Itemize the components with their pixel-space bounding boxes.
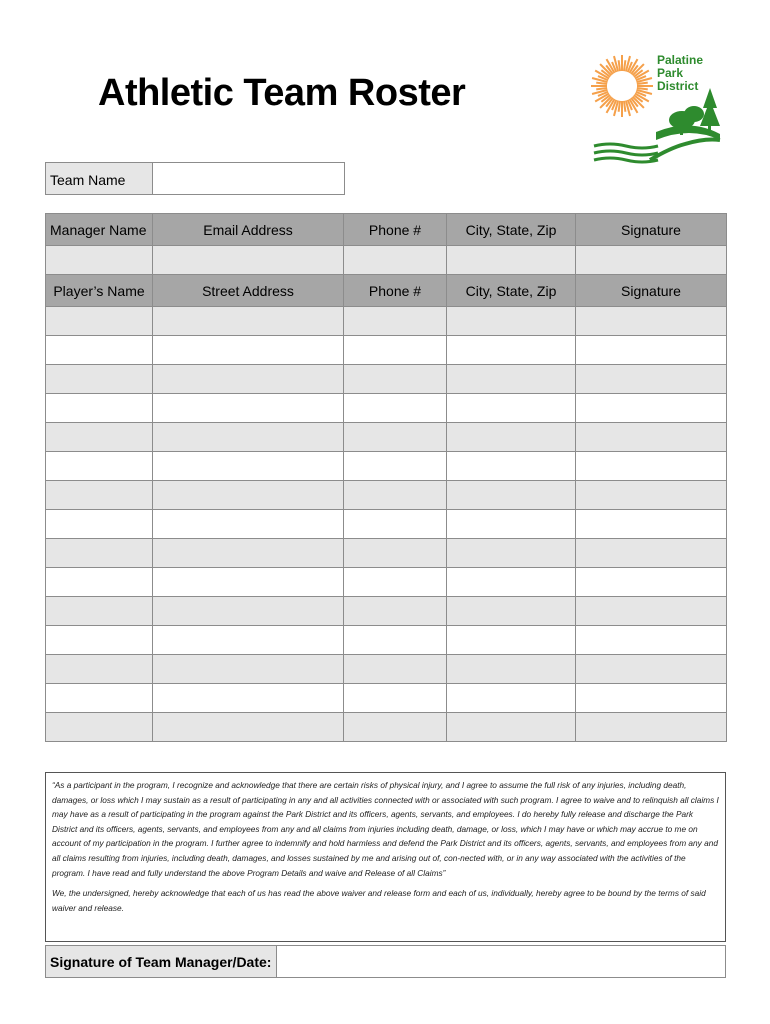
- player-city-cell[interactable]: [447, 510, 576, 539]
- player-phone-cell[interactable]: [344, 510, 447, 539]
- team-name-field: [45, 162, 345, 195]
- header-player-city: City, State, Zip: [447, 275, 576, 307]
- header-manager-name: Manager Name: [46, 214, 153, 246]
- manager-signature-label: Signature of Team Manager/Date:: [46, 946, 277, 977]
- player-signature-cell[interactable]: [576, 452, 727, 481]
- player-row: [46, 365, 727, 394]
- street-address-cell[interactable]: [153, 481, 344, 510]
- sun-ray: [596, 83, 607, 84]
- player-signature-cell[interactable]: [576, 568, 727, 597]
- street-address-cell[interactable]: [153, 452, 344, 481]
- player-city-cell[interactable]: [447, 481, 576, 510]
- waiver-text-box: [45, 772, 726, 942]
- player-phone-cell[interactable]: [344, 713, 447, 742]
- player-signature-cell[interactable]: [576, 684, 727, 713]
- street-address-cell[interactable]: [153, 626, 344, 655]
- manager-phone-cell[interactable]: [344, 246, 447, 275]
- player-row: [46, 568, 727, 597]
- header-email-address: Email Address: [153, 214, 344, 246]
- player-row: [46, 336, 727, 365]
- player-signature-cell[interactable]: [576, 539, 727, 568]
- header-player-signature: Signature: [576, 275, 727, 307]
- player-row: [46, 510, 727, 539]
- sun-ray: [624, 60, 625, 71]
- player-signature-cell[interactable]: [576, 597, 727, 626]
- player-city-cell[interactable]: [447, 452, 576, 481]
- team-name-label: Team Name: [46, 163, 153, 194]
- player-row: [46, 626, 727, 655]
- player-city-cell[interactable]: [447, 307, 576, 336]
- sun-ray: [637, 83, 648, 84]
- street-address-cell[interactable]: [153, 713, 344, 742]
- player-row: [46, 423, 727, 452]
- sun-ray: [637, 88, 648, 89]
- player-row: [46, 539, 727, 568]
- page-title: Athletic Team Roster: [98, 72, 466, 114]
- player-phone-cell[interactable]: [344, 394, 447, 423]
- player-phone-cell[interactable]: [344, 597, 447, 626]
- player-name-cell[interactable]: [46, 684, 153, 713]
- player-city-cell[interactable]: [447, 626, 576, 655]
- roster-table: [45, 213, 727, 742]
- header-street-address: Street Address: [153, 275, 344, 307]
- player-city-cell[interactable]: [447, 423, 576, 452]
- team-name-input[interactable]: [153, 163, 344, 194]
- street-address-cell[interactable]: [153, 597, 344, 626]
- player-signature-cell[interactable]: [576, 655, 727, 684]
- street-address-cell[interactable]: [153, 568, 344, 597]
- player-signature-cell[interactable]: [576, 365, 727, 394]
- player-signature-cell[interactable]: [576, 510, 727, 539]
- player-phone-cell[interactable]: [344, 684, 447, 713]
- street-address-cell[interactable]: [153, 394, 344, 423]
- manager-row: [46, 246, 727, 275]
- header-manager-city: City, State, Zip: [447, 214, 576, 246]
- player-signature-cell[interactable]: [576, 307, 727, 336]
- water-waves-icon: [594, 144, 658, 162]
- player-name-cell[interactable]: [46, 510, 153, 539]
- player-name-cell[interactable]: [46, 626, 153, 655]
- player-signature-cell[interactable]: [576, 336, 727, 365]
- player-name-cell[interactable]: [46, 713, 153, 742]
- sun-ray: [619, 101, 620, 112]
- player-city-cell[interactable]: [447, 336, 576, 365]
- player-header-row: [46, 275, 727, 307]
- manager-signature-input[interactable]: [277, 946, 725, 977]
- player-signature-cell[interactable]: [576, 713, 727, 742]
- player-row: [46, 481, 727, 510]
- player-name-cell[interactable]: [46, 307, 153, 336]
- street-address-cell[interactable]: [153, 539, 344, 568]
- player-name-cell[interactable]: [46, 655, 153, 684]
- player-phone-cell[interactable]: [344, 452, 447, 481]
- player-phone-cell[interactable]: [344, 568, 447, 597]
- player-phone-cell[interactable]: [344, 539, 447, 568]
- manager-city-cell[interactable]: [447, 246, 576, 275]
- player-city-cell[interactable]: [447, 684, 576, 713]
- player-name-cell[interactable]: [46, 597, 153, 626]
- path-curve: [650, 140, 720, 161]
- player-name-cell[interactable]: [46, 394, 153, 423]
- street-address-cell[interactable]: [153, 684, 344, 713]
- header-player-name: Player’s Name: [46, 275, 153, 307]
- street-address-cell[interactable]: [153, 510, 344, 539]
- manager-signature-cell[interactable]: [576, 246, 727, 275]
- manager-header-row: [46, 214, 727, 246]
- manager-signature-field: [45, 945, 726, 978]
- sun-ray: [596, 88, 607, 89]
- player-phone-cell[interactable]: [344, 481, 447, 510]
- player-city-cell[interactable]: [447, 365, 576, 394]
- player-city-cell[interactable]: [447, 568, 576, 597]
- player-phone-cell[interactable]: [344, 423, 447, 452]
- player-signature-cell[interactable]: [576, 394, 727, 423]
- player-name-cell[interactable]: [46, 423, 153, 452]
- header-manager-signature: Signature: [576, 214, 727, 246]
- player-name-cell[interactable]: [46, 365, 153, 394]
- player-city-cell[interactable]: [447, 655, 576, 684]
- player-signature-cell[interactable]: [576, 626, 727, 655]
- street-address-cell[interactable]: [153, 365, 344, 394]
- sun-ray: [624, 101, 625, 112]
- player-signature-cell[interactable]: [576, 423, 727, 452]
- player-row: [46, 655, 727, 684]
- sun-ray: [619, 60, 620, 71]
- player-city-cell[interactable]: [447, 539, 576, 568]
- player-name-cell[interactable]: [46, 481, 153, 510]
- player-name-cell[interactable]: [46, 539, 153, 568]
- player-phone-cell[interactable]: [344, 655, 447, 684]
- waiver-paragraph: “As a participant in the program, I recognize and acknowledge that there are certain risks of physical injury, and I agree to assume the full risk of any injuries, including death, damages, or loss which I may sustain as a result of participating in any and all activities connected with or associated with such program. I agree to waive and to relinquish all claims I may have as a result of participating in the program against the Park District and its officers, agents, servants, and employees. I do hereby fully release and discharge the Park District and its officers, agents, servants, and employees from any and all claims from injuries including death, damage, or loss, which I may have or which may accrue to me on account of my participation in the program. I further agree to indemnify and hold harmless and defend the Park District and its officers, agents, servants, and employees from any and all claims resulting from injuries, including death, damages, and losses sustained by me and arising out of, con-nected with, or in any way associated with the activities of the program. I have read and fully understand the above Program Details and waive and Release of all Claims”: [52, 780, 719, 878]
- player-name-cell[interactable]: [46, 336, 153, 365]
- player-phone-cell[interactable]: [344, 626, 447, 655]
- player-phone-cell[interactable]: [344, 365, 447, 394]
- player-city-cell[interactable]: [447, 713, 576, 742]
- player-phone-cell[interactable]: [344, 336, 447, 365]
- street-address-cell[interactable]: [153, 655, 344, 684]
- player-row: [46, 597, 727, 626]
- player-row: [46, 452, 727, 481]
- logo-text-2: Park: [657, 66, 684, 80]
- acknowledgement-paragraph: We, the undersigned, hereby acknowledge that each of us has read the above waiver and release form and each of us, individually, hereby agree to be bound by the terms of said waiver and release.: [52, 888, 706, 913]
- player-row: [46, 684, 727, 713]
- player-row: [46, 307, 727, 336]
- header-player-phone: Phone #: [344, 275, 447, 307]
- player-row: [46, 394, 727, 423]
- logo-text-1: Palatine: [657, 53, 704, 67]
- street-address-cell[interactable]: [153, 307, 344, 336]
- player-city-cell[interactable]: [447, 394, 576, 423]
- park-district-logo: [590, 48, 730, 168]
- street-address-cell[interactable]: [153, 423, 344, 452]
- player-name-cell[interactable]: [46, 568, 153, 597]
- player-signature-cell[interactable]: [576, 481, 727, 510]
- player-phone-cell[interactable]: [344, 307, 447, 336]
- header-manager-phone: Phone #: [344, 214, 447, 246]
- player-name-cell[interactable]: [46, 452, 153, 481]
- player-row: [46, 713, 727, 742]
- player-city-cell[interactable]: [447, 597, 576, 626]
- street-address-cell[interactable]: [153, 336, 344, 365]
- manager-name-cell[interactable]: [46, 246, 153, 275]
- manager-email-cell[interactable]: [153, 246, 344, 275]
- logo-text-3: District: [657, 79, 699, 93]
